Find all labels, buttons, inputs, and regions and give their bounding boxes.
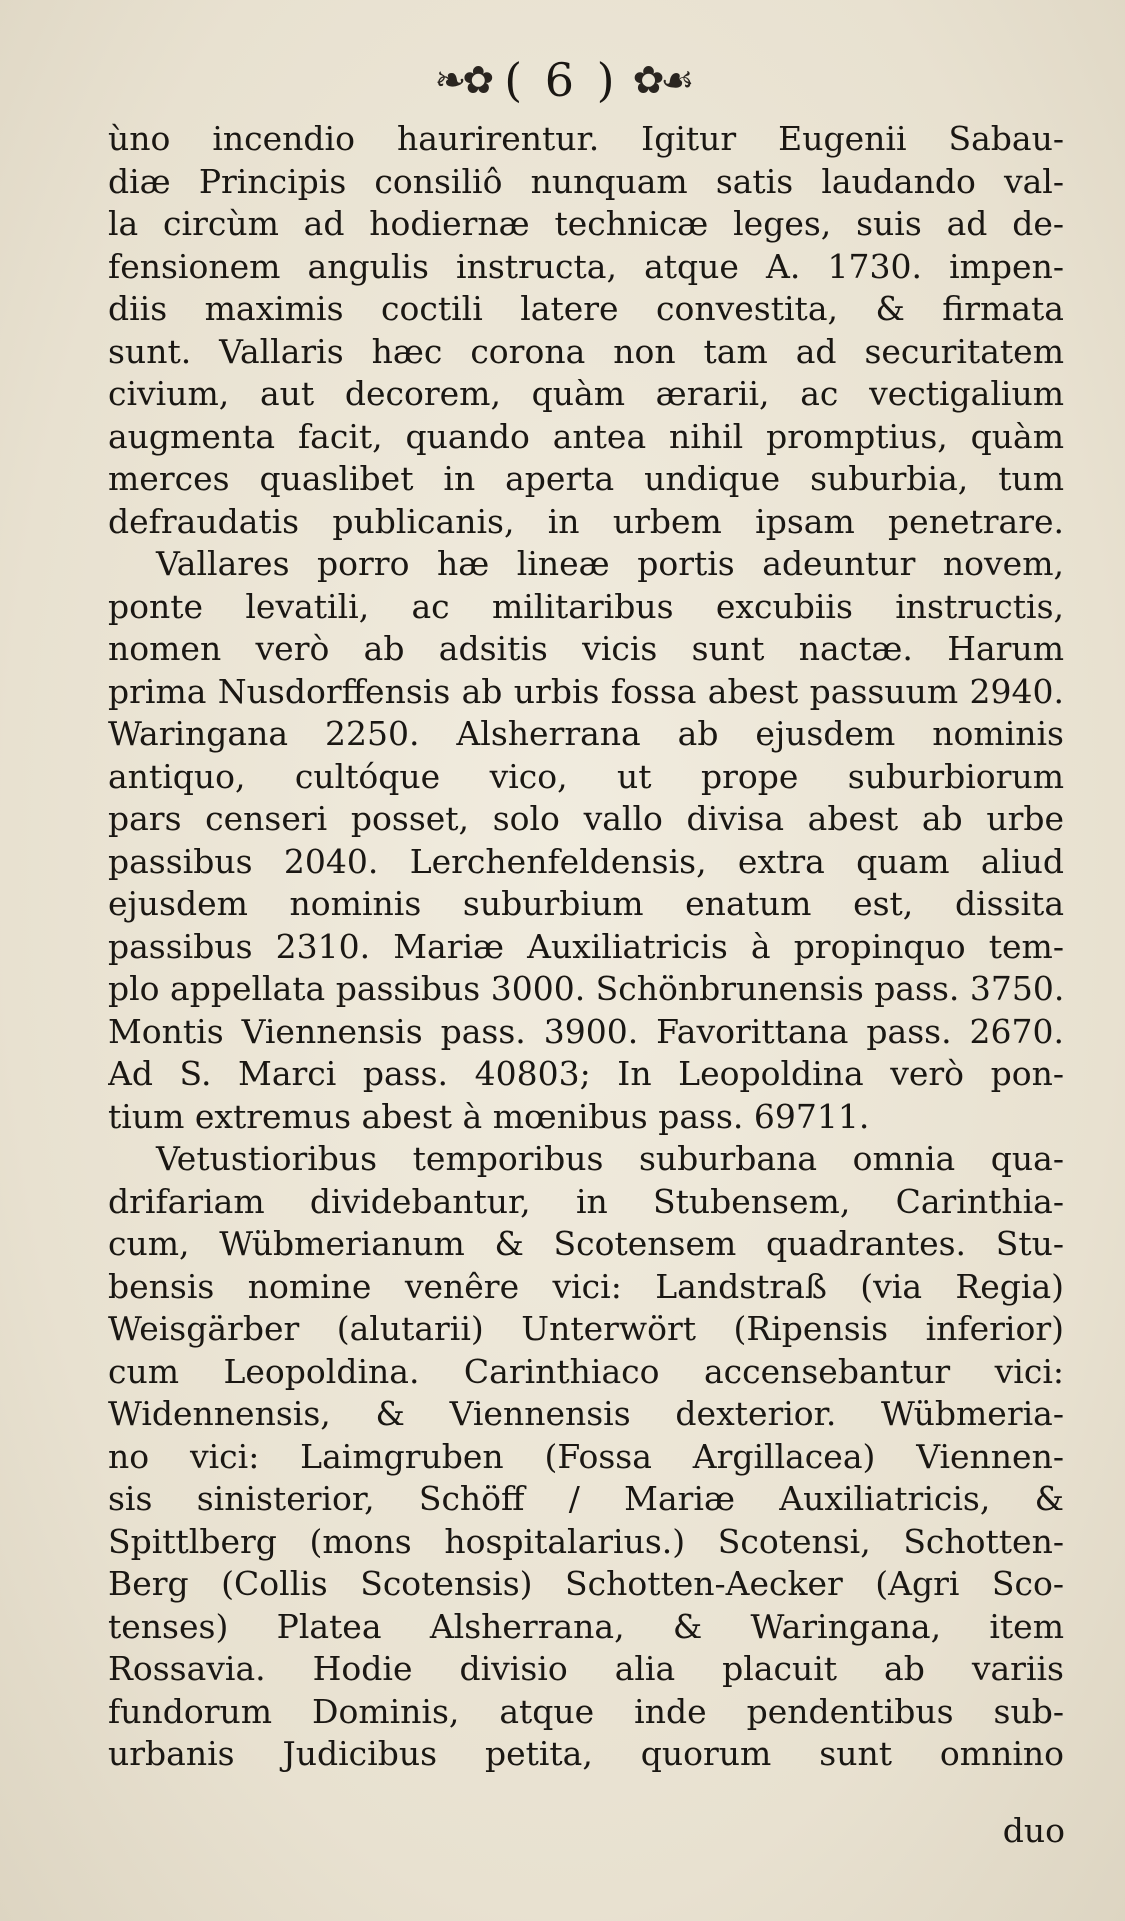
text-line: diæ Principis consiliô nunquam satis laudando val- bbox=[108, 161, 1064, 201]
left-ornament-icon: ❧✿ bbox=[434, 58, 491, 102]
catchword: duo bbox=[1002, 1811, 1065, 1850]
text-line: cum, Wübmerianum & Scotensem quadrantes. Stu- bbox=[108, 1224, 1064, 1263]
text-line: merces quaslibet in aperta undique suburbia, tum bbox=[108, 459, 1064, 498]
text-line: pars censeri posset, solo vallo divisa abest ab urbe bbox=[108, 799, 1064, 838]
text-line: no vici: Laimgruben (Fossa Argillacea) Viennen- bbox=[108, 1436, 1064, 1476]
text-line: nomen verò ab adsitis vicis sunt nactæ. Harum bbox=[108, 629, 1064, 668]
text-line: civium, aut decorem, quàm ærarii, ac vectigalium bbox=[108, 374, 1064, 413]
text-line: augmenta facit, quando antea nihil promptius, quàm bbox=[108, 416, 1064, 456]
text-line: fundorum Dominis, atque inde pendentibus sub- bbox=[108, 1691, 1064, 1731]
page-header bbox=[0, 50, 1125, 110]
text-line: Weisgärber (alutarii) Unterwört (Ripensis inferior) bbox=[108, 1309, 1064, 1348]
text-line: la circùm ad hodiernæ technicæ leges, suis ad de- bbox=[108, 204, 1064, 243]
text-line: Vallares porro hæ lineæ portis adeuntur novem, bbox=[156, 544, 1064, 583]
text-line: bensis nomine venêre vici: Landstraß (via Regia) bbox=[108, 1266, 1064, 1306]
text-line: tium extremus abest à mœnibus pass. 69711. bbox=[108, 1096, 870, 1136]
text-line: fensionem angulis instructa, atque A. 1730. impen- bbox=[108, 246, 1064, 286]
text-line: sunt. Vallaris hæc corona non tam ad securitatem bbox=[108, 331, 1064, 371]
text-line: urbanis Judicibus petita, quorum sunt omnino bbox=[108, 1734, 1064, 1773]
text-line: Ad S. Marci pass. 40803; In Leopoldina verò pon- bbox=[108, 1054, 1064, 1093]
text-line: plo appellata passibus 3000. Schönbrunensis pass. 3750. bbox=[108, 969, 1064, 1008]
text-line: passibus 2040. Lerchenfeldensis, extra quam aliud bbox=[108, 841, 1064, 881]
text-line: Spittlberg (mons hospitalarius.) Scotensi, Schotten- bbox=[108, 1521, 1064, 1561]
text-line: drifariam dividebantur, in Stubensem, Carinthia- bbox=[108, 1181, 1064, 1221]
text-line: Vetustioribus temporibus suburbana omnia qua- bbox=[156, 1139, 1064, 1178]
text-line: ùno incendio haurirentur. Igitur Eugenii Sabau- bbox=[108, 119, 1064, 158]
text-line: diis maximis coctili latere convestita, & firmata bbox=[108, 289, 1064, 328]
right-ornament-icon: ✿☙ bbox=[632, 58, 691, 102]
text-line: tenses) Platea Alsherrana, & Waringana, item bbox=[108, 1606, 1064, 1646]
body-text bbox=[108, 118, 1064, 1776]
text-line: ejusdem nominis suburbium enatum est, dissita bbox=[108, 884, 1064, 923]
text-line: Montis Viennensis pass. 3900. Favorittana pass. 2670. bbox=[108, 1011, 1064, 1051]
text-line: cum Leopoldina. Carinthiaco accensebantur vici: bbox=[108, 1351, 1064, 1391]
text-line: antiquo, cultóque vico, ut prope suburbiorum bbox=[108, 756, 1064, 796]
text-line: defraudatis publicanis, in urbem ipsam penetrare. bbox=[108, 501, 1064, 541]
text-line: sis sinisterior, Schöff / Mariæ Auxiliatricis, & bbox=[108, 1479, 1064, 1518]
text-line: Waringana 2250. Alsherrana ab ejusdem nominis bbox=[108, 714, 1064, 753]
text-line: Widennensis, & Viennensis dexterior. Wübmeria- bbox=[108, 1394, 1064, 1433]
text-line: passibus 2310. Mariæ Auxiliatricis à propinquo tem- bbox=[108, 926, 1064, 966]
page-number: ( 6 ) bbox=[504, 53, 619, 107]
text-line: prima Nusdorffensis ab urbis fossa abest passuum 2940. bbox=[108, 671, 1064, 711]
text-line: Rossavia. Hodie divisio alia placuit ab variis bbox=[108, 1649, 1064, 1688]
text-line: Berg (Collis Scotensis) Schotten-Aecker (Agri Sco- bbox=[108, 1564, 1064, 1603]
text-line: ponte levatili, ac militaribus excubiis instructis, bbox=[108, 586, 1064, 626]
